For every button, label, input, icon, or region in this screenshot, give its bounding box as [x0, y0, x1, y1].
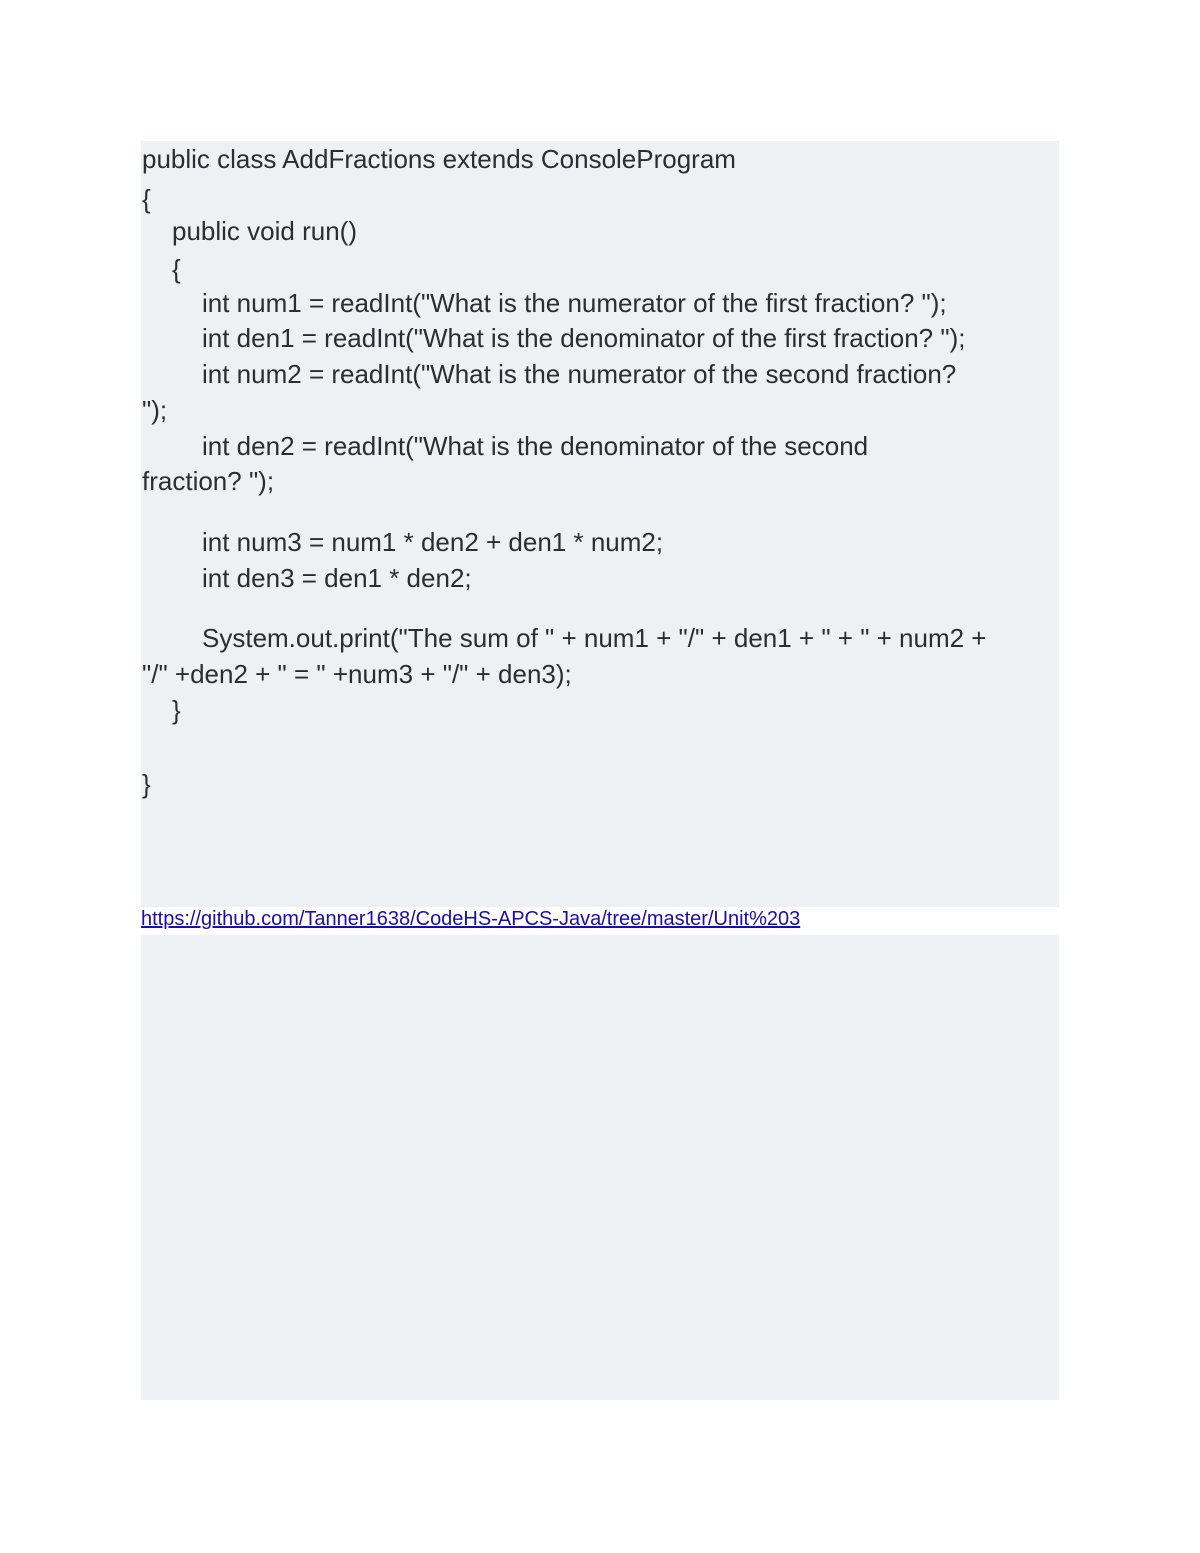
code-line-class-declaration: public class AddFractions extends ConsoleProgram	[142, 144, 736, 174]
code-line-den3: int den3 = den1 * den2;	[202, 563, 472, 593]
code-line-method-declaration: public void run()	[172, 216, 357, 246]
code-line-read-den2: int den2 = readInt("What is the denominator of the second	[202, 431, 869, 461]
github-link[interactable]: https://github.com/Tanner1638/CodeHS-APCS-Java/tree/master/Unit%203	[141, 908, 801, 930]
code-line-read-num1: int num1 = readInt("What is the numerator of the first fraction? ");	[202, 288, 947, 318]
code-line-read-num2: int num2 = readInt("What is the numerator of the second fraction?	[202, 359, 957, 389]
empty-code-block	[141, 935, 1059, 1400]
code-line-read-den2-cont: fraction? ");	[142, 466, 275, 496]
code-line-method-close-brace: }	[172, 695, 181, 725]
code-line-class-close-brace: }	[142, 769, 151, 799]
code-line-open-brace: {	[142, 184, 151, 214]
code-line-read-num2-cont: ");	[142, 395, 168, 425]
code-line-print-cont: "/" +den2 + " = " +num3 + "/" + den3);	[142, 659, 572, 689]
code-line-read-den1: int den1 = readInt("What is the denominator of the first fraction? ");	[202, 323, 966, 353]
code-line-print: System.out.print("The sum of " + num1 + "/" + den1 + " + " + num2 +	[202, 623, 987, 653]
code-line-num3: int num3 = num1 * den2 + den1 * num2;	[202, 527, 664, 557]
code-line-method-open-brace: {	[172, 254, 181, 284]
